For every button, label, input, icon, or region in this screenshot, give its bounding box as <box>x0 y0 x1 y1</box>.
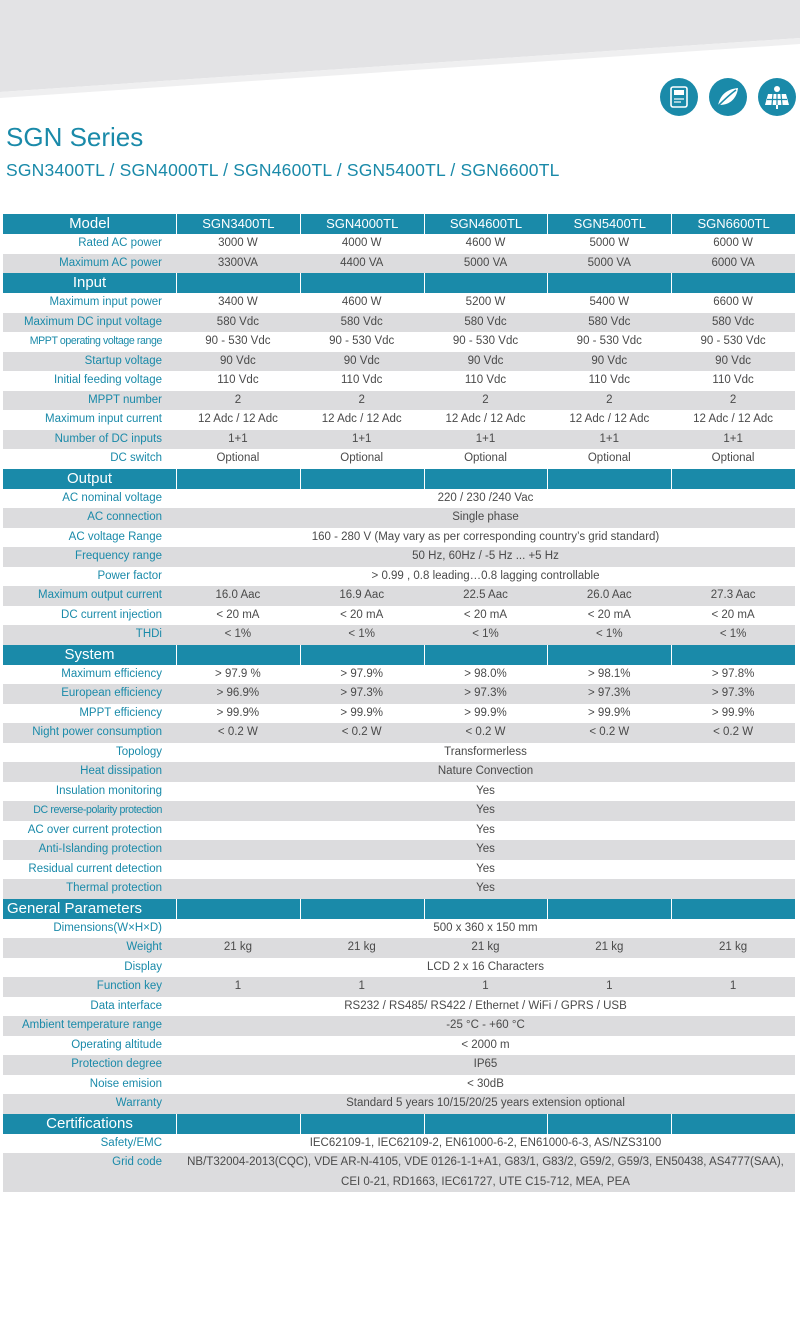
spec-value: 12 Adc / 12 Adc <box>445 413 526 425</box>
spec-value: > 99.9% <box>711 706 755 719</box>
spec-value: IP65 <box>473 1058 498 1070</box>
model-name: SGN4600TL <box>424 214 548 234</box>
spec-value: 21 kg <box>595 941 624 953</box>
header-cell <box>671 899 795 919</box>
spec-value: 90 Vdc <box>467 354 504 367</box>
header-cell <box>547 645 671 665</box>
spec-value: 1+1 <box>723 432 743 445</box>
spec-row <box>3 938 795 958</box>
header-cell <box>424 469 548 489</box>
spec-value: 90 Vdc <box>219 354 256 367</box>
model-header-row <box>3 214 795 234</box>
spec-value: 26.0 Aac <box>586 589 632 601</box>
spec-row <box>3 313 795 333</box>
header-cell <box>176 899 300 919</box>
spec-value: 1 <box>234 980 242 992</box>
spec-label: Operating altitude <box>71 1038 162 1051</box>
spec-label: European efficiency <box>61 687 162 699</box>
spec-row <box>3 860 795 880</box>
spec-value: Yes <box>476 862 495 875</box>
spec-label: Topology <box>115 745 162 758</box>
spec-value: 160 - 280 V (May vary as per corresponding country’s grid standard) <box>311 530 660 543</box>
spec-row <box>3 919 795 939</box>
spec-value: > 99.9% <box>464 706 507 719</box>
spec-value: 580 Vdc <box>216 315 259 328</box>
spec-value: > 96.9% <box>216 687 260 699</box>
spec-value: < 30dB <box>467 1077 504 1090</box>
spec-label: Rated AC power <box>78 237 162 249</box>
spec-value: 1+1 <box>599 432 620 445</box>
spec-value: 21 kg <box>471 941 500 953</box>
spec-value: 4600 W <box>341 296 382 308</box>
spec-value: 6600 W <box>713 296 753 308</box>
series-title: SGN Series <box>6 122 144 152</box>
spec-row <box>3 665 795 685</box>
spec-row <box>3 567 795 587</box>
header-cell <box>300 1114 424 1134</box>
header-cell <box>300 469 424 489</box>
section-header-output <box>3 469 795 489</box>
spec-value: 16.0 Aac <box>215 589 261 601</box>
section-title: Input <box>72 274 107 291</box>
spec-label: Warranty <box>115 1097 162 1109</box>
spec-row <box>3 782 795 802</box>
spec-value: 1 <box>729 980 737 992</box>
spec-label: AC nominal voltage <box>62 491 162 504</box>
spec-label: AC voltage Range <box>68 530 162 543</box>
spec-value: 5400 W <box>589 296 630 308</box>
spec-value: 12 Adc / 12 Adc <box>197 413 278 425</box>
spec-value: 12 Adc / 12 Adc <box>693 413 774 425</box>
solar-panel-icon <box>758 78 796 116</box>
spec-value: 5000 W <box>589 237 630 249</box>
spec-row <box>3 234 795 254</box>
spec-label: Night power consumption <box>32 726 162 738</box>
spec-value: 110 Vdc <box>712 374 754 386</box>
spec-value: > 98.1% <box>588 667 631 680</box>
model-name: SGN6600TL <box>671 214 795 234</box>
spec-label: Insulation monitoring <box>55 784 162 797</box>
spec-row <box>3 489 795 509</box>
header-cell <box>547 273 671 293</box>
spec-value: 580 Vdc <box>340 315 383 328</box>
section-header-general <box>3 899 795 919</box>
spec-label: Safety/EMC <box>100 1136 162 1149</box>
spec-label: Protection degree <box>71 1058 162 1070</box>
spec-value: 4000 W <box>341 237 382 249</box>
spec-value: 16.9 Aac <box>339 589 385 601</box>
spec-value: > 99.9% <box>588 706 631 719</box>
spec-value: LCD 2 x 16 Characters <box>427 960 544 973</box>
spec-row <box>3 1055 795 1075</box>
spec-label: Startup voltage <box>84 354 162 367</box>
spec-value: 90 - 530 Vdc <box>329 335 395 347</box>
spec-row <box>3 547 795 567</box>
spec-row <box>3 762 795 782</box>
header-cell <box>424 273 548 293</box>
section-header-system <box>3 645 795 665</box>
spec-value: 580 Vdc <box>464 315 507 328</box>
spec-value: 1 <box>482 980 489 992</box>
header-cell <box>671 1114 795 1134</box>
spec-value: 5200 W <box>465 296 506 308</box>
spec-row <box>3 879 795 899</box>
spec-value: Optional <box>340 452 384 464</box>
spec-value: 3300VA <box>217 256 258 269</box>
header-cell <box>547 469 671 489</box>
spec-value: 90 - 530 Vdc <box>205 335 271 347</box>
header-cell <box>671 273 795 293</box>
spec-value: 90 - 530 Vdc <box>452 335 519 347</box>
spec-value: < 0.2 W <box>341 726 382 738</box>
spec-value: < 0.2 W <box>217 726 258 738</box>
spec-value: Single phase <box>452 511 519 523</box>
spec-value: 1 <box>358 980 365 992</box>
spec-row <box>3 997 795 1017</box>
spec-value: 3000 W <box>218 237 258 249</box>
spec-value: 27.3 Aac <box>710 589 756 601</box>
spec-row <box>3 958 795 978</box>
header-cell <box>547 899 671 919</box>
spec-row <box>3 449 795 469</box>
spec-value: 12 Adc / 12 Adc <box>321 413 402 425</box>
models-subtitle: SGN3400TL / SGN4000TL / SGN4600TL / SGN5400TL / SGN6600TL <box>6 160 560 180</box>
spec-label: Frequency range <box>75 550 162 562</box>
spec-label: Number of DC inputs <box>54 432 162 445</box>
spec-value: Optional <box>587 452 631 464</box>
spec-value: < 1% <box>719 628 747 640</box>
spec-value: 1 <box>606 980 613 992</box>
spec-value: < 20 mA <box>587 608 631 621</box>
spec-value: 1+1 <box>228 432 248 445</box>
spec-label: Thermal protection <box>66 882 162 894</box>
header-cell <box>300 645 424 665</box>
spec-row <box>3 684 795 704</box>
spec-value: Yes <box>476 882 495 894</box>
spec-value: 12 Adc / 12 Adc <box>569 413 650 425</box>
section-title: System <box>64 645 115 663</box>
spec-value: < 20 mA <box>463 608 508 621</box>
spec-value: < 2000 m <box>461 1038 510 1051</box>
spec-value: Optional <box>464 452 507 464</box>
header-cell <box>424 899 548 919</box>
spec-row <box>3 723 795 743</box>
spec-label: Heat dissipation <box>80 765 162 777</box>
spec-value: 90 Vdc <box>591 354 628 367</box>
spec-value: > 98.0% <box>464 667 507 680</box>
spec-value: < 1% <box>348 628 375 640</box>
spec-value: > 99.9% <box>340 706 383 719</box>
spec-value: Nature Convection <box>437 765 534 777</box>
spec-row <box>3 254 795 274</box>
spec-label: Noise emision <box>89 1077 162 1090</box>
spec-value: > 97.8% <box>711 667 755 680</box>
header-cell <box>176 1114 300 1134</box>
spec-value: IEC62109-1, IEC62109-2, EN61000-6-2, EN61000-6-3, AS/NZS3100 <box>309 1136 662 1149</box>
header-cell <box>176 469 300 489</box>
spec-value: 3400 W <box>218 296 258 308</box>
spec-row <box>3 293 795 313</box>
spec-row <box>3 625 795 645</box>
header-cell <box>300 273 424 293</box>
spec-row <box>3 391 795 411</box>
spec-value: > 99.9% <box>216 706 260 719</box>
spec-label: Weight <box>126 941 162 953</box>
spec-value: 4600 W <box>465 237 506 249</box>
spec-value: 21 kg <box>719 941 748 953</box>
spec-label: Ambient temperature range <box>22 1019 162 1031</box>
spec-row <box>3 743 795 763</box>
section-header-certifications <box>3 1114 795 1134</box>
spec-row <box>3 1075 795 1095</box>
model-header-label: Model <box>69 215 110 232</box>
spec-label: Maximum AC power <box>59 256 162 269</box>
spec-value: > 0.99 , 0.8 leading…0.8 lagging controllable <box>371 569 600 582</box>
header-cell <box>424 645 548 665</box>
leaf-icon <box>709 78 747 116</box>
spec-row <box>3 840 795 860</box>
spec-label: Maximum input current <box>45 413 162 425</box>
spec-value: 90 - 530 Vdc <box>576 335 642 347</box>
spec-row <box>3 1134 795 1154</box>
spec-value: 90 Vdc <box>343 354 380 367</box>
spec-row <box>3 508 795 528</box>
spec-label: Data interface <box>90 999 162 1012</box>
spec-value: Yes <box>476 784 495 797</box>
header-cell <box>424 1114 548 1134</box>
section-header-input <box>3 273 795 293</box>
spec-label: Display <box>124 960 162 973</box>
spec-value: > 97.9 % <box>215 667 261 680</box>
spec-value: RS232 / RS485/ RS422 / Ethernet / WiFi / GPRS / USB <box>344 999 627 1012</box>
spec-label: Power factor <box>97 569 162 582</box>
spec-label: Maximum output current <box>38 589 162 601</box>
spec-value: 2 <box>482 393 489 406</box>
spec-value: 110 Vdc <box>588 374 630 386</box>
spec-label: MPPT number <box>88 393 162 406</box>
model-name: SGN4000TL <box>300 214 424 234</box>
model-name: SGN5400TL <box>547 214 671 234</box>
spec-value: 2 <box>234 393 242 406</box>
spec-value: Transformerless <box>444 745 527 758</box>
spec-value: 21 kg <box>347 941 376 953</box>
spec-value: 580 Vdc <box>588 315 631 328</box>
spec-label: AC connection <box>87 511 162 523</box>
spec-value: 220 / 230 /240 Vac <box>437 491 534 504</box>
spec-label: Maximum input power <box>49 296 162 308</box>
spec-value: 2 <box>606 393 613 406</box>
spec-value: < 1% <box>596 628 623 640</box>
spec-value: 580 Vdc <box>711 315 755 328</box>
spec-value: < 0.2 W <box>713 726 754 738</box>
spec-value: < 0.2 W <box>465 726 506 738</box>
spec-row <box>3 1094 795 1114</box>
spec-value: > 97.9% <box>340 667 383 680</box>
spec-table <box>3 214 795 1192</box>
spec-label: DC current injection <box>61 608 162 621</box>
spec-label: Initial feeding voltage <box>53 374 162 386</box>
spec-value: 2 <box>729 393 737 406</box>
spec-value: Optional <box>711 452 755 464</box>
spec-value: 110 Vdc <box>464 374 507 386</box>
spec-value: 5000 VA <box>587 256 631 269</box>
spec-value: < 1% <box>472 628 499 640</box>
header-cell <box>176 645 300 665</box>
spec-value: 1+1 <box>475 432 496 445</box>
header-cell <box>176 273 300 293</box>
spec-value: 6000 W <box>713 237 753 249</box>
spec-row <box>3 977 795 997</box>
spec-row <box>3 1036 795 1056</box>
spec-value: Standard 5 years 10/15/20/25 years extension optional <box>346 1097 625 1109</box>
spec-label: DC reverse-polarity protection <box>33 804 162 816</box>
spec-row <box>3 371 795 391</box>
spec-label: Function key <box>96 980 162 992</box>
model-name: SGN3400TL <box>176 214 300 234</box>
feature-icons <box>660 78 796 116</box>
spec-row <box>3 332 795 352</box>
spec-value: Yes <box>476 843 495 855</box>
spec-row <box>3 801 795 821</box>
spec-row <box>3 430 795 450</box>
header-cell <box>300 899 424 919</box>
spec-value: > 97.3% <box>340 687 383 699</box>
spec-value: 90 - 530 Vdc <box>700 335 766 347</box>
spec-row <box>3 606 795 626</box>
spec-value: NB/T32004-2013(CQC), VDE AR-N-4105, VDE 0126-1-1+A1, G83/1, G83/2, G59/2, G59/3, EN50438, AS4777(SAA), CEI 0-21, RD1663, IEC61727, UTE C15-712, MEA, PEA <box>187 1156 784 1188</box>
spec-row <box>3 528 795 548</box>
spec-label: Maximum DC input voltage <box>23 315 162 328</box>
spec-label: Residual current detection <box>28 862 162 875</box>
spec-value: 110 Vdc <box>217 374 259 386</box>
spec-value: > 97.3% <box>588 687 631 699</box>
section-title: Output <box>66 469 113 487</box>
spec-value: < 20 mA <box>216 608 260 621</box>
spec-row <box>3 586 795 606</box>
spec-row <box>3 704 795 724</box>
spec-value: < 1% <box>224 628 252 640</box>
spec-value: < 0.2 W <box>589 726 630 738</box>
spec-value: 6000 VA <box>711 256 755 269</box>
spec-label: Anti-Islanding protection <box>38 843 162 855</box>
spec-value: > 97.3% <box>464 687 507 699</box>
spec-value: 50 Hz, 60Hz / -5 Hz ... +5 Hz <box>412 550 559 562</box>
spec-value: < 20 mA <box>340 608 384 621</box>
spec-label: MPPT efficiency <box>79 706 162 719</box>
spec-value: 5000 VA <box>463 256 508 269</box>
spec-value: 110 Vdc <box>341 374 383 386</box>
spec-value: 1+1 <box>351 432 372 445</box>
spec-label: THDi <box>135 628 162 640</box>
spec-label: Dimensions(W×H×D) <box>53 921 162 934</box>
spec-label: DC switch <box>110 452 162 464</box>
spec-row <box>3 410 795 430</box>
spec-value: Yes <box>476 823 495 836</box>
header-cell <box>671 645 795 665</box>
spec-row <box>3 1016 795 1036</box>
spec-row <box>3 352 795 372</box>
spec-value: 500 x 360 x 150 mm <box>433 921 538 934</box>
spec-value: Yes <box>476 804 495 816</box>
spec-row <box>3 1153 795 1192</box>
section-title: General Parameters <box>7 899 143 917</box>
spec-value: -25 °C - +60 °C <box>446 1019 525 1031</box>
spec-value: > 97.3% <box>711 687 755 699</box>
spec-label: MPPT operating voltage range <box>29 335 162 347</box>
section-title: Certifications <box>46 1114 133 1132</box>
spec-value: 21 kg <box>223 941 252 953</box>
spec-label: Maximum efficiency <box>61 667 162 680</box>
header-cell <box>671 469 795 489</box>
spec-value: Optional <box>216 452 260 464</box>
header-cell <box>547 1114 671 1134</box>
spec-value: 4400 VA <box>340 256 384 269</box>
spec-label: AC over current protection <box>27 823 162 836</box>
spec-value: 90 Vdc <box>715 354 751 367</box>
inverter-device-icon <box>660 78 698 116</box>
spec-value: 22.5 Aac <box>463 589 508 601</box>
spec-label: Grid code <box>112 1156 162 1168</box>
spec-value: 2 <box>358 393 365 406</box>
spec-row <box>3 821 795 841</box>
spec-value: < 20 mA <box>711 608 755 621</box>
